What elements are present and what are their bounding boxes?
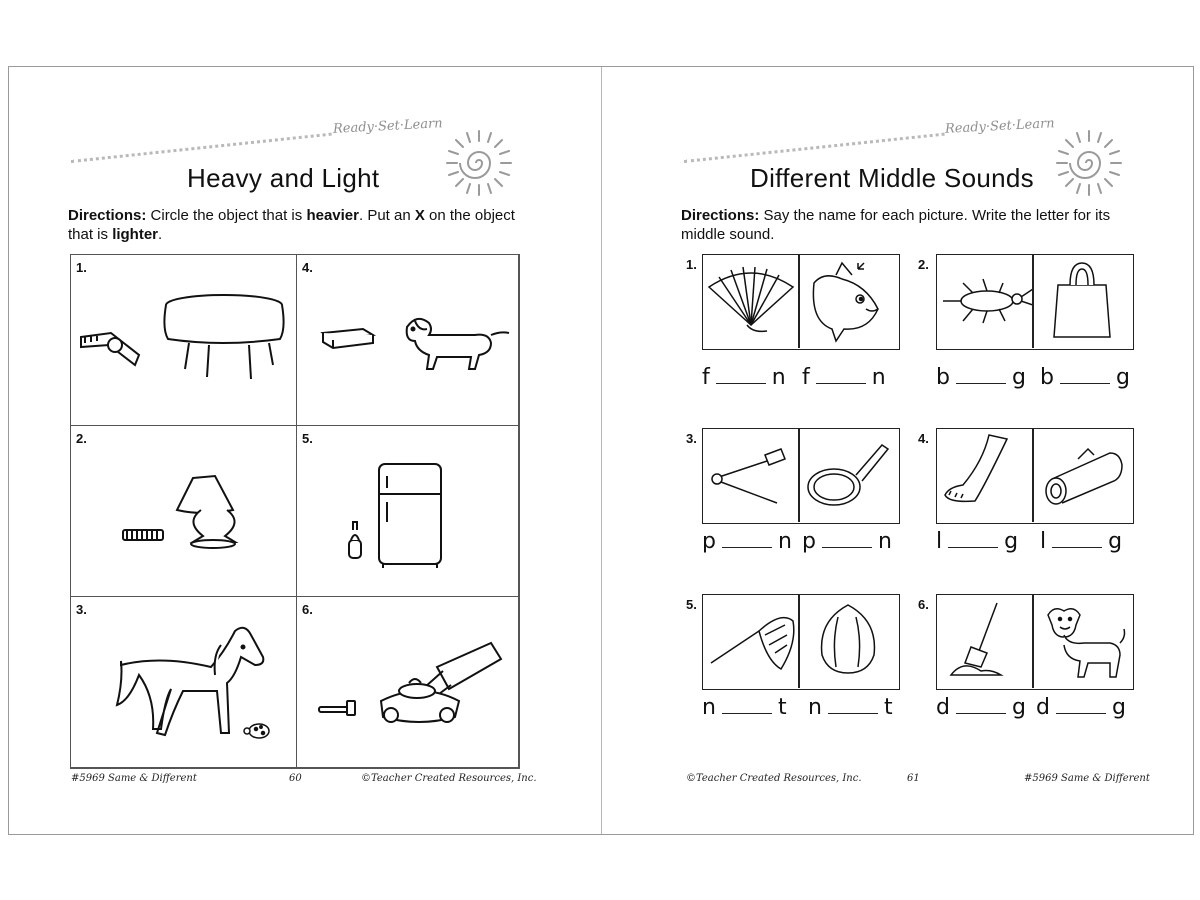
refrigerator-icon [297, 426, 519, 597]
dig-icon [937, 595, 1033, 688]
blank-line[interactable] [816, 367, 866, 384]
first-letter: p [702, 529, 716, 554]
page-number: 60 [289, 773, 302, 784]
sun-icon [439, 123, 519, 203]
picture-pair-2 [936, 254, 1134, 350]
first-letter: l [936, 529, 943, 554]
brand-logo: Ready·Set·Learn [944, 116, 1055, 137]
lighter-word: lighter [112, 226, 159, 243]
last-letter: g [1108, 529, 1123, 554]
word-blank[interactable] [702, 365, 786, 390]
picture-pair-1 [702, 254, 900, 350]
item-number: 6. [302, 602, 313, 617]
blank-line[interactable] [1060, 367, 1110, 384]
lamp-icon [71, 426, 297, 597]
activity-grid [70, 254, 520, 769]
blank-line[interactable] [716, 367, 766, 384]
first-letter: d [1036, 695, 1050, 720]
footer-left: #5969 Same & Different [71, 773, 197, 784]
first-letter: b [1040, 365, 1054, 390]
pan-icon [800, 429, 896, 522]
last-letter: g [1011, 365, 1026, 390]
x-mark-word: X [414, 207, 425, 224]
item-number: 1. [686, 257, 697, 272]
last-letter: g [1004, 529, 1019, 554]
blank-line[interactable] [1056, 697, 1106, 714]
log-icon [1034, 429, 1130, 522]
page-title: Heavy and Light [187, 163, 380, 193]
nut-icon [800, 595, 896, 688]
directions-text: Say the name for each picture. Write the letter for its middle sound. [681, 207, 1111, 243]
activity-cell-5[interactable] [297, 426, 519, 597]
blank-line[interactable] [956, 367, 1006, 384]
item-number: 2. [76, 431, 87, 446]
bag-icon [1034, 255, 1130, 348]
item-number: 3. [686, 431, 697, 446]
first-letter: b [936, 365, 950, 390]
footer-right: ©Teacher Created Resources, Inc. [361, 773, 537, 784]
dotted-swoosh [71, 133, 332, 163]
table-icon [71, 255, 297, 426]
directions-text: Circle the object that is [146, 207, 307, 224]
activity-cell-4[interactable] [297, 255, 519, 426]
leg-icon [937, 429, 1033, 522]
first-letter: f [802, 365, 810, 390]
word-blank[interactable] [1040, 365, 1130, 390]
word-blank[interactable] [936, 529, 1018, 554]
blank-line[interactable] [1052, 531, 1102, 548]
item-number: 2. [918, 257, 929, 272]
brand-logo: Ready·Set·Learn [332, 116, 443, 137]
first-letter: n [808, 695, 822, 720]
book-spread [8, 66, 1194, 835]
last-letter: n [877, 529, 892, 554]
directions-text: . [158, 226, 163, 243]
first-letter: p [802, 529, 816, 554]
directions [68, 206, 523, 244]
word-blank[interactable] [1036, 695, 1126, 720]
word-blank[interactable] [808, 695, 893, 720]
word-blank[interactable] [702, 695, 787, 720]
item-number: 1. [76, 260, 87, 275]
last-letter: t [777, 695, 787, 720]
word-blank[interactable] [802, 365, 886, 390]
lawn-mower-icon [297, 597, 519, 768]
heavier-word: heavier [306, 207, 359, 224]
activity-cell-2[interactable] [71, 426, 297, 597]
last-letter: g [1111, 695, 1126, 720]
last-letter: n [777, 529, 792, 554]
activity-cell-3[interactable] [71, 597, 297, 768]
ladybug-icon [71, 597, 297, 768]
item-number: 4. [302, 260, 313, 275]
footer-right: #5969 Same & Different [1024, 773, 1150, 784]
dog-icon [297, 255, 519, 426]
fish-icon [800, 255, 896, 348]
bug-icon [937, 255, 1033, 348]
word-blank[interactable] [802, 529, 892, 554]
sun-icon [1049, 123, 1129, 203]
word-blank[interactable] [936, 365, 1026, 390]
blank-line[interactable] [828, 697, 878, 714]
fan-icon [703, 255, 799, 348]
last-letter: g [1011, 695, 1026, 720]
activity-cell-6[interactable] [297, 597, 519, 768]
picture-pair-5 [702, 594, 900, 690]
word-blank[interactable] [702, 529, 792, 554]
directions-text: on the object that is [68, 207, 515, 243]
blank-line[interactable] [722, 531, 772, 548]
activity-cell-1[interactable] [71, 255, 297, 426]
picture-pair-3 [702, 428, 900, 524]
first-letter: n [702, 695, 716, 720]
net-icon [703, 595, 799, 688]
item-number: 4. [918, 431, 929, 446]
directions [681, 206, 1121, 244]
last-letter: n [871, 365, 886, 390]
item-number: 3. [76, 602, 87, 617]
word-blank[interactable] [936, 695, 1026, 720]
item-number: 5. [302, 431, 313, 446]
blank-line[interactable] [722, 697, 772, 714]
first-letter: l [1040, 529, 1047, 554]
word-blank[interactable] [1040, 529, 1122, 554]
blank-line[interactable] [956, 697, 1006, 714]
directions-label: Directions: [681, 207, 760, 224]
picture-pair-4 [936, 428, 1134, 524]
dotted-swoosh [684, 133, 945, 163]
picture-pair-6 [936, 594, 1134, 690]
blank-line[interactable] [822, 531, 872, 548]
last-letter: t [883, 695, 893, 720]
right-page [602, 67, 1193, 834]
footer-left: ©Teacher Created Resources, Inc. [686, 773, 862, 784]
last-letter: g [1115, 365, 1130, 390]
directions-text: . Put an [358, 207, 415, 224]
dog-icon [1034, 595, 1130, 688]
first-letter: d [936, 695, 950, 720]
safety-pin-icon [703, 429, 799, 522]
last-letter: n [771, 365, 786, 390]
directions-label: Directions: [68, 207, 147, 224]
blank-line[interactable] [948, 531, 998, 548]
item-number: 5. [686, 597, 697, 612]
left-page [9, 67, 601, 834]
item-number: 6. [918, 597, 929, 612]
first-letter: f [702, 365, 710, 390]
page-number: 61 [907, 773, 920, 784]
page-title: Different Middle Sounds [750, 163, 1034, 193]
